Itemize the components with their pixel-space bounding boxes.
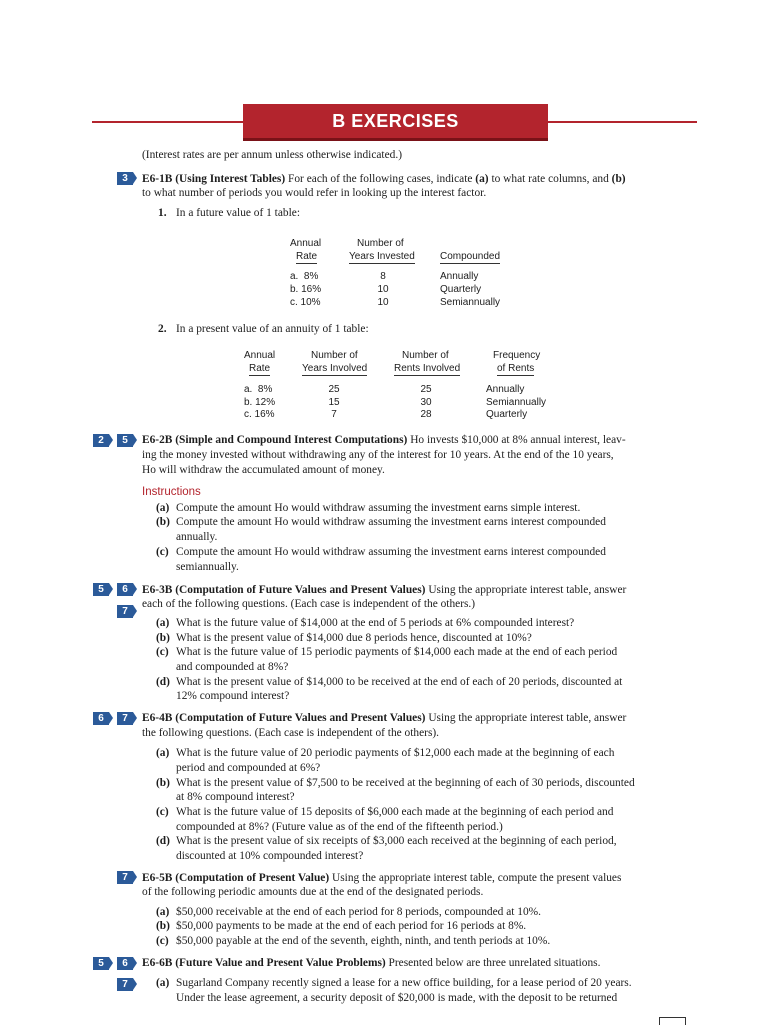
- learning-objective-badge: 7: [117, 871, 133, 884]
- item-mark: (b): [156, 632, 170, 644]
- item-text: What is the future value of 15 deposits of $6,000 each made at the beginning of each period and: [176, 806, 614, 818]
- intro-note: (Interest rates are per annum unless otherwise indicated.): [142, 149, 402, 161]
- item-mark: (a): [156, 906, 170, 918]
- item-text: compounded at 8%? (Future value as of the end of the fifteenth period.): [176, 821, 503, 833]
- item-mark: (d): [156, 676, 170, 688]
- item-mark: (c): [156, 806, 169, 818]
- learning-objective-badge: 6: [93, 712, 109, 725]
- item-mark: (b): [611, 173, 626, 185]
- table-cell: Quarterly: [440, 284, 482, 295]
- exercise-text: each of the following questions. (Each case is independent of the others.): [142, 598, 476, 610]
- learning-objective-badge: 3: [117, 172, 133, 185]
- item-text: semiannually.: [176, 561, 239, 573]
- question-number: 1.: [158, 207, 167, 219]
- item-mark: (d): [156, 835, 170, 847]
- exercise-text: of the following periodic amounts due at the end of the designated periods.: [142, 886, 484, 898]
- item-text: What is the present value of $7,500 to be received at the beginning of each of 30 periods, discounted: [176, 777, 635, 789]
- table-header: Compounded: [440, 251, 501, 262]
- item-mark: (b): [156, 516, 170, 528]
- item-text: What is the future value of $14,000 at the end of 5 periods at 6% compounded interest?: [176, 617, 575, 629]
- learning-objective-badge: 5: [93, 957, 109, 970]
- table-cell: 25: [328, 384, 340, 395]
- item-text: discounted at 10% compounded interest?: [176, 850, 364, 862]
- item-text: What is the future value of 20 periodic payments of $12,000 each made at the beginning of each: [176, 747, 615, 759]
- learning-objective-badge: 7: [117, 712, 133, 725]
- item-text: 12% compound interest?: [176, 690, 290, 702]
- learning-objective-badge: 7: [117, 605, 133, 618]
- item-text: Compute the amount Ho would withdraw assuming the investment earns interest compounded: [176, 516, 606, 528]
- exercise-text: Ho invests $10,000 at 8% annual interest, leav-: [410, 434, 626, 446]
- exercise-text: Using the appropriate interest table, answer: [428, 584, 627, 596]
- item-mark: (c): [156, 546, 169, 558]
- table-cell: Annually: [440, 271, 479, 282]
- table-cell: b. 12%: [244, 397, 276, 408]
- item-text: Sugarland Company recently signed a lease for a new office building, for a lease period of 20 years.: [176, 977, 632, 989]
- table-header: Number of: [402, 350, 449, 361]
- item-mark: (c): [156, 646, 169, 658]
- table-cell: Semiannually: [486, 397, 547, 408]
- banner-rule-right: [548, 121, 697, 123]
- table-cell: c. 10%: [290, 297, 321, 308]
- item-mark: (a): [156, 617, 170, 629]
- table-header: Number of: [311, 350, 358, 361]
- table-cell: 25: [420, 384, 432, 395]
- exercise-title: (Computation of Future Values and Present Values): [175, 712, 426, 724]
- item-text: What is the future value of 15 periodic payments of $14,000 each made at the end of each period: [176, 646, 618, 658]
- exercise-text: to what number of periods you would refer in looking up the interest factor.: [142, 187, 487, 199]
- table-cell: 10: [377, 297, 389, 308]
- question-text: In a future value of 1 table:: [176, 207, 300, 219]
- exercise-e6-3b-line1: [142, 583, 626, 598]
- exercise-code: E6-2B: [142, 434, 173, 446]
- item-text: and compounded at 8%?: [176, 661, 289, 673]
- exercise-title: (Simple and Compound Interest Computations): [175, 434, 408, 446]
- table-cell: Semiannually: [440, 297, 501, 308]
- exercise-e6-2b-line1: [142, 433, 626, 448]
- table-cell: Annually: [486, 384, 525, 395]
- table-header: Annual: [244, 350, 276, 361]
- table-header: of Rents: [497, 363, 535, 374]
- exercise-title: (Future Value and Present Value Problems): [175, 957, 386, 969]
- exercise-text: Using the appropriate interest table, answer: [428, 712, 627, 724]
- item-mark: (a): [156, 502, 170, 514]
- item-text: annually.: [176, 531, 218, 543]
- item-mark: (a): [156, 747, 170, 759]
- learning-objective-badge: 2: [93, 434, 109, 447]
- exercise-text: Presented below are three unrelated situations.: [388, 957, 601, 969]
- exercise-code: E6-5B: [142, 872, 173, 884]
- exercise-title: (Computation of Present Value): [175, 872, 330, 884]
- item-text: What is the present value of $14,000 due 8 periods hence, discounted at 10%?: [176, 632, 532, 644]
- exercise-e6-5b-line1: [142, 871, 621, 886]
- item-text: at 8% compound interest?: [176, 791, 295, 803]
- exercise-title: (Using Interest Tables): [175, 173, 286, 185]
- table-cell: 30: [420, 397, 432, 408]
- table-cell: b. 16%: [290, 284, 322, 295]
- learning-objective-badge: 7: [117, 978, 133, 991]
- table-cell: 8: [380, 271, 386, 282]
- exercise-e6-6b-line1: [142, 956, 600, 971]
- exercise-e6-1b-line1: [142, 172, 626, 187]
- table-header: Number of: [357, 238, 404, 249]
- table-cell: 7: [331, 409, 337, 420]
- exercise-code: E6-3B: [142, 584, 173, 596]
- item-text: Compute the amount Ho would withdraw assuming the investment earns simple interest.: [176, 502, 581, 514]
- exercise-code: E6-6B: [142, 957, 173, 969]
- learning-objective-badge: 5: [93, 583, 109, 596]
- table-header: Years Involved: [302, 363, 368, 374]
- table-header: Frequency: [493, 350, 541, 361]
- table-cell: 15: [328, 397, 340, 408]
- item-mark: (b): [156, 920, 170, 932]
- item-text: What is the present value of $14,000 to be received at the end of each of 20 periods, discounted at: [176, 676, 623, 688]
- item-text: $50,000 payments to be made at the end of each period for 16 periods at 8%.: [176, 920, 527, 932]
- table-cell: Quarterly: [486, 409, 528, 420]
- question-number: 2.: [158, 323, 167, 335]
- table-cell: c. 16%: [244, 409, 275, 420]
- table-cell: 10: [377, 284, 389, 295]
- exercise-text: For each of the following cases, indicate: [288, 173, 473, 185]
- exercise-text: Using the appropriate interest table, compute the present values: [332, 872, 622, 884]
- table-header: Rate: [296, 251, 318, 262]
- table-cell: a. 8%: [290, 271, 319, 282]
- exercise-text: ing the money invested without withdrawing any of the interest for 10 years. At the end of the 10 years,: [142, 449, 614, 461]
- table-header: Rents Involved: [394, 363, 461, 374]
- table-cell: 28: [420, 409, 432, 420]
- item-mark: (c): [156, 935, 169, 947]
- exercise-text: the following questions. (Each case is independent of the others).: [142, 727, 440, 739]
- exercise-text: to what rate columns, and: [491, 173, 609, 185]
- exercise-e6-4b-line1: [142, 711, 626, 726]
- item-text: $50,000 receivable at the end of each period for 8 periods, compounded at 10%.: [176, 906, 542, 918]
- table-header: Rate: [249, 363, 271, 374]
- question-text: In a present value of an annuity of 1 table:: [176, 323, 369, 335]
- table-header: Annual: [290, 238, 322, 249]
- learning-objective-badge: 6: [117, 583, 133, 596]
- banner-rule-left: [92, 121, 243, 123]
- exercise-code: E6-4B: [142, 712, 173, 724]
- section-title: B EXERCISES: [243, 104, 548, 141]
- item-text: What is the present value of six receipts of $3,000 each received at the beginning of each period,: [176, 835, 617, 847]
- item-text: $50,000 payable at the end of the seventh, eighth, ninth, and tenth periods at 10%.: [176, 935, 551, 947]
- item-text: period and compounded at 6%?: [176, 762, 321, 774]
- item-text: Compute the amount Ho would withdraw assuming the investment earns interest compounded: [176, 546, 606, 558]
- item-text: Under the lease agreement, a security deposit of $20,000 is made, with the deposit to be returned: [176, 992, 618, 1004]
- learning-objective-badge: 5: [117, 434, 133, 447]
- learning-objective-badge: 6: [117, 957, 133, 970]
- item-mark: (a): [475, 173, 489, 185]
- table-header: Years Invested: [349, 251, 415, 262]
- exercise-title: (Computation of Future Values and Present Values): [175, 584, 426, 596]
- item-mark: (a): [156, 977, 170, 989]
- exercise-text: Ho will withdraw the accumulated amount of money.: [142, 464, 385, 476]
- item-mark: (b): [156, 777, 170, 789]
- table-cell: a. 8%: [244, 384, 273, 395]
- exercise-code: E6-1B: [142, 173, 173, 185]
- instructions-heading: Instructions: [142, 486, 201, 498]
